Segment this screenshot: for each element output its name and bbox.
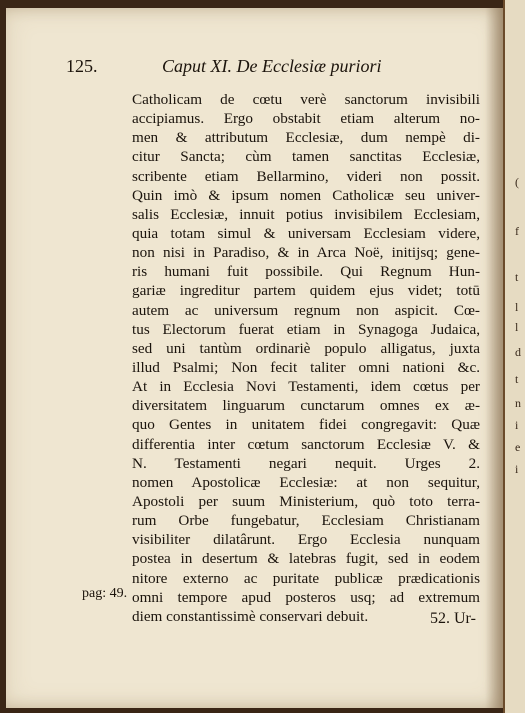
text-line: tus Electorum fuerat etiam in Synagoga Judaica, (132, 320, 480, 338)
text-line: autem ac universum regnum non aspicit. Cœ- (132, 301, 480, 319)
adjacent-page-char: i (515, 462, 519, 476)
adjacent-page-char: i (515, 418, 519, 432)
text-line: non nisi in Paradiso, & in Arca Noë, initijsq; gene- (132, 244, 480, 262)
adjacent-page-char: f (515, 224, 519, 238)
page-header (66, 56, 446, 82)
adjacent-page-char: d (515, 345, 521, 359)
text-line: nomen Apostolicæ Ecclesiæ: at non sequitur, (132, 473, 480, 491)
text-line: salis Ecclesiæ, innuit potius invisibilem Ecclesiam, (132, 205, 480, 223)
text-line: quia totam simul & universam Ecclesiam videre, (132, 224, 480, 242)
text-line: sed uni tantùm ordinariè populo alligatus, juxta (132, 339, 480, 357)
adjacent-page-char: n (515, 396, 521, 410)
adjacent-page-char: t (515, 270, 519, 284)
catchword: 52. Ur- (430, 610, 476, 627)
text-line: N. Testamenti negari nequit. Urges 2. (132, 454, 480, 472)
adjacent-page-char: l (515, 320, 519, 334)
text-line: differentia inter cœtum sanctorum Ecclesiæ V. & (132, 435, 480, 453)
text-line: visibiliter dilatârunt. Ergo Ecclesia nunquam (132, 531, 480, 549)
text-line: illud Psalmi; Non fecit taliter omni nationi &c. (132, 358, 480, 376)
text-line: scribente etiam Bellarmino, videri non possit. (132, 167, 480, 185)
text-line: diem constantissimè conservari debuit. (132, 607, 369, 625)
text-line: At in Ecclesia Novi Testamenti, idem cœtus per (132, 378, 480, 396)
adjacent-page-char: e (515, 440, 521, 454)
adjacent-page-char: t (515, 372, 519, 386)
text-line: rum Orbe fungebatur, Ecclesiam Christianam (132, 512, 480, 530)
text-line: postea in desertum & latebras fugit, sed in eodem (132, 550, 480, 568)
adjacent-page-char: ( (515, 175, 519, 189)
margin-reference: pag: 49. (82, 586, 128, 601)
text-line: Catholicam de cœtu verè sanctorum invisibili (132, 91, 480, 108)
page-number: 125. (66, 56, 98, 76)
text-line: Quin imò & ipsum nomen Catholicæ seu univer- (132, 186, 480, 204)
running-title: Caput XI. De Ecclesiæ puriori (162, 56, 382, 76)
text-line: quo Gentes in unitatem fidei congregavit: Quæ (132, 416, 480, 434)
text-line: Apostoli per suum Ministerium, quò toto terra- (132, 492, 480, 510)
text-line: gariæ ingreditur partem quidem ejus videt; totū (132, 282, 480, 300)
text-block (132, 90, 480, 626)
adjacent-page-edge (503, 0, 525, 713)
text-line: citur Sancta; cùm tamen sanctitas Ecclesiæ, (132, 148, 480, 166)
text-line: omni tempore apud posteros usq; ad extremum (132, 588, 480, 606)
adjacent-page-char: l (515, 300, 519, 314)
gutter-shadow (485, 8, 503, 708)
text-line: accipiamus. Ergo obstabit etiam alterum no- (132, 110, 480, 128)
text-line: ris humani fuit possibile. Qui Regnum Hun- (132, 263, 480, 281)
text-line: men & attributum Ecclesiæ, dum nempè di- (132, 129, 480, 147)
text-line: diversitatem linguarum cunctarum omnes ex æ- (132, 397, 480, 415)
text-line: nitore externo ac puritate publicæ prædicationis (132, 569, 480, 587)
